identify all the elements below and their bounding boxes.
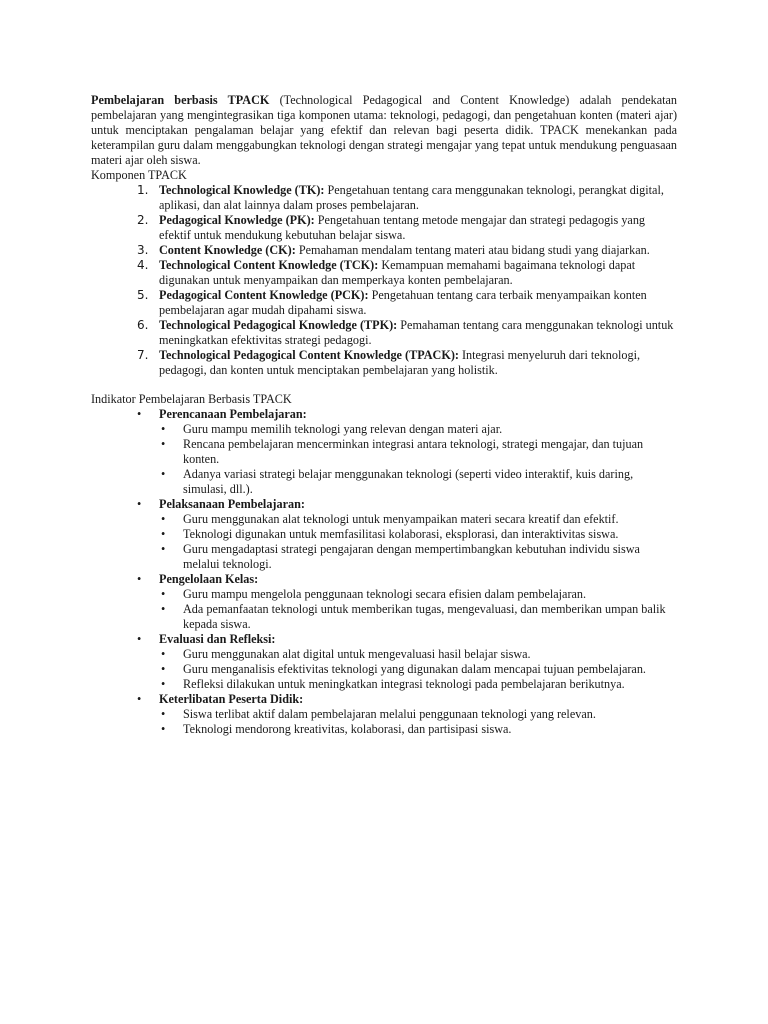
bullet-icon: • [161,512,166,526]
group-title: Pengelolaan Kelas: [159,572,259,586]
document-page [91,93,677,737]
komponen-heading: Komponen TPACK [91,168,187,182]
list-item-text: Refleksi dilakukan untuk meningkatkan integrasi teknologi pada pembelajaran berikutnya. [183,677,625,691]
komponen-item [137,213,677,243]
list-item-text: Guru menggunakan alat teknologi untuk menyampaikan materi secara kreatif dan efektif. [183,512,619,526]
indikator-sublist [159,512,677,572]
item-desc: Pemahaman mendalam tentang materi atau bidang studi yang diajarkan. [298,243,650,257]
item-term: Content Knowledge (CK): [159,243,296,257]
item-term: Pedagogical Content Knowledge (PCK): [159,288,369,302]
item-number: 7. [137,348,149,362]
indikator-sublist [159,647,677,692]
bullet-icon: • [137,692,142,706]
bullet-icon: • [161,662,166,676]
list-item [161,662,677,677]
bullet-icon: • [137,632,142,646]
komponen-item [137,348,677,378]
item-desc: Integrasi menyeluruh dari teknologi, pedagogi, dan konten untuk menciptakan pembelajaran yang holistik. [159,348,641,377]
group-title: Keterlibatan Peserta Didik: [159,692,304,706]
list-item-text: Teknologi digunakan untuk memfasilitasi kolaborasi, eksplorasi, dan interaktivitas siswa. [183,527,619,541]
item-term: Technological Content Knowledge (TCK): [159,258,379,272]
list-item [161,512,677,527]
list-item [161,422,677,437]
indikator-group [137,497,677,572]
bullet-icon: • [137,497,142,511]
komponen-item [137,183,677,213]
indikator-sublist [159,422,677,497]
komponen-item [137,288,677,318]
item-number: 1. [137,183,149,197]
indikator-group [137,572,677,632]
list-item-text: Siswa terlibat aktif dalam pembelajaran melalui penggunaan teknologi yang relevan. [183,707,596,721]
item-number: 2. [137,213,149,227]
item-term: Technological Knowledge (TK): [159,183,325,197]
item-number: 5. [137,288,149,302]
bullet-icon: • [161,677,166,691]
list-item [161,602,677,632]
item-term: Pedagogical Knowledge (PK): [159,213,315,227]
list-item [161,437,677,467]
bullet-icon: • [161,467,166,481]
list-item-text: Guru mampu mengelola penggunaan teknologi secara efisien dalam pembelajaran. [183,587,587,601]
group-title: Perencanaan Pembelajaran: [159,407,307,421]
list-item-text: Teknologi mendorong kreativitas, kolaborasi, dan partisipasi siswa. [183,722,512,736]
list-item [161,542,677,572]
bullet-icon: • [161,647,166,661]
bullet-icon: • [161,527,166,541]
bullet-icon: • [137,407,142,421]
item-desc: Pengetahuan tentang metode mengajar dan strategi pedagogis yang efektif untuk mendukung kebutuhan belajar siswa. [159,213,646,242]
indikator-sublist [159,587,677,632]
list-item [161,587,677,602]
bullet-icon: • [161,707,166,721]
group-title: Evaluasi dan Refleksi: [159,632,276,646]
item-desc: Pemahaman tentang cara menggunakan teknologi untuk meningkatkan efektivitas strategi pedagogi. [159,318,674,347]
list-item-text: Guru mengadaptasi strategi pengajaran dengan mempertimbangkan kebutuhan individu siswa melalui teknologi. [183,542,640,571]
intro-text: (Technological Pedagogical and Content Knowledge) adalah pendekatan pembelajaran yang mengintegrasikan tiga komponen utama: teknologi, pedagogi, dan pengetahuan konten (materi ajar) untuk menciptakan pengalaman belajar yang efektif dan relevan bagi peserta didik. TPACK menekankan pada keterampilan guru dalam menggabungkan teknologi dengan strategi mengajar yang tepat untuk mendukung penguasaan materi ajar oleh siswa. [91,93,678,167]
komponen-item [137,243,677,258]
item-term: Technological Pedagogical Knowledge (TPK): [159,318,398,332]
indikator-group [137,632,677,692]
list-item [161,467,677,497]
komponen-item [137,318,677,348]
item-number: 6. [137,318,149,332]
list-item-text: Guru mampu memilih teknologi yang relevan dengan materi ajar. [183,422,503,436]
list-item-text: Guru menggunakan alat digital untuk mengevaluasi hasil belajar siswa. [183,647,531,661]
list-item [161,527,677,542]
item-desc: Kemampuan memahami bagaimana teknologi dapat digunakan untuk menyampaikan dan memperkaya konten pembelajaran. [159,258,636,287]
komponen-list [91,183,677,378]
spacer [91,378,677,392]
item-desc: Pengetahuan tentang cara menggunakan teknologi, perangkat digital, aplikasi, dan alat lainnya dalam proses pembelajaran. [159,183,664,212]
intro-bold-term: Pembelajaran berbasis TPACK [91,93,270,107]
indikator-heading: Indikator Pembelajaran Berbasis TPACK [91,392,292,406]
indikator-list [91,407,677,737]
group-title: Pelaksanaan Pembelajaran: [159,497,305,511]
list-item-text: Rencana pembelajaran mencerminkan integrasi antara teknologi, strategi mengajar, dan tujuan konten. [183,437,644,466]
list-item-text: Guru menganalisis efektivitas teknologi yang digunakan dalam mencapai tujuan pembelajaran. [183,662,646,676]
list-item [161,647,677,662]
list-item [161,677,677,692]
indikator-sublist [159,707,677,737]
bullet-icon: • [161,722,166,736]
list-item [161,722,677,737]
item-desc: Pengetahuan tentang cara terbaik menyampaikan konten pembelajaran agar mudah dipahami siswa. [159,288,647,317]
list-item-text: Ada pemanfaatan teknologi untuk memberikan tugas, mengevaluasi, dan memberikan umpan balik kepada siswa. [183,602,666,631]
list-item-text: Adanya variasi strategi belajar menggunakan teknologi (seperti video interaktif, kuis daring, simulasi, dll.). [183,467,634,496]
bullet-icon: • [161,422,166,436]
indikator-group [137,692,677,737]
item-number: 4. [137,258,149,272]
bullet-icon: • [161,437,166,451]
bullet-icon: • [161,602,166,616]
komponen-item [137,258,677,288]
bullet-icon: • [161,587,166,601]
bullet-icon: • [137,572,142,586]
intro-paragraph [91,93,677,168]
item-number: 3. [137,243,149,257]
indikator-group [137,407,677,497]
list-item [161,707,677,722]
bullet-icon: • [161,542,166,556]
item-term: Technological Pedagogical Content Knowledge (TPACK): [159,348,459,362]
